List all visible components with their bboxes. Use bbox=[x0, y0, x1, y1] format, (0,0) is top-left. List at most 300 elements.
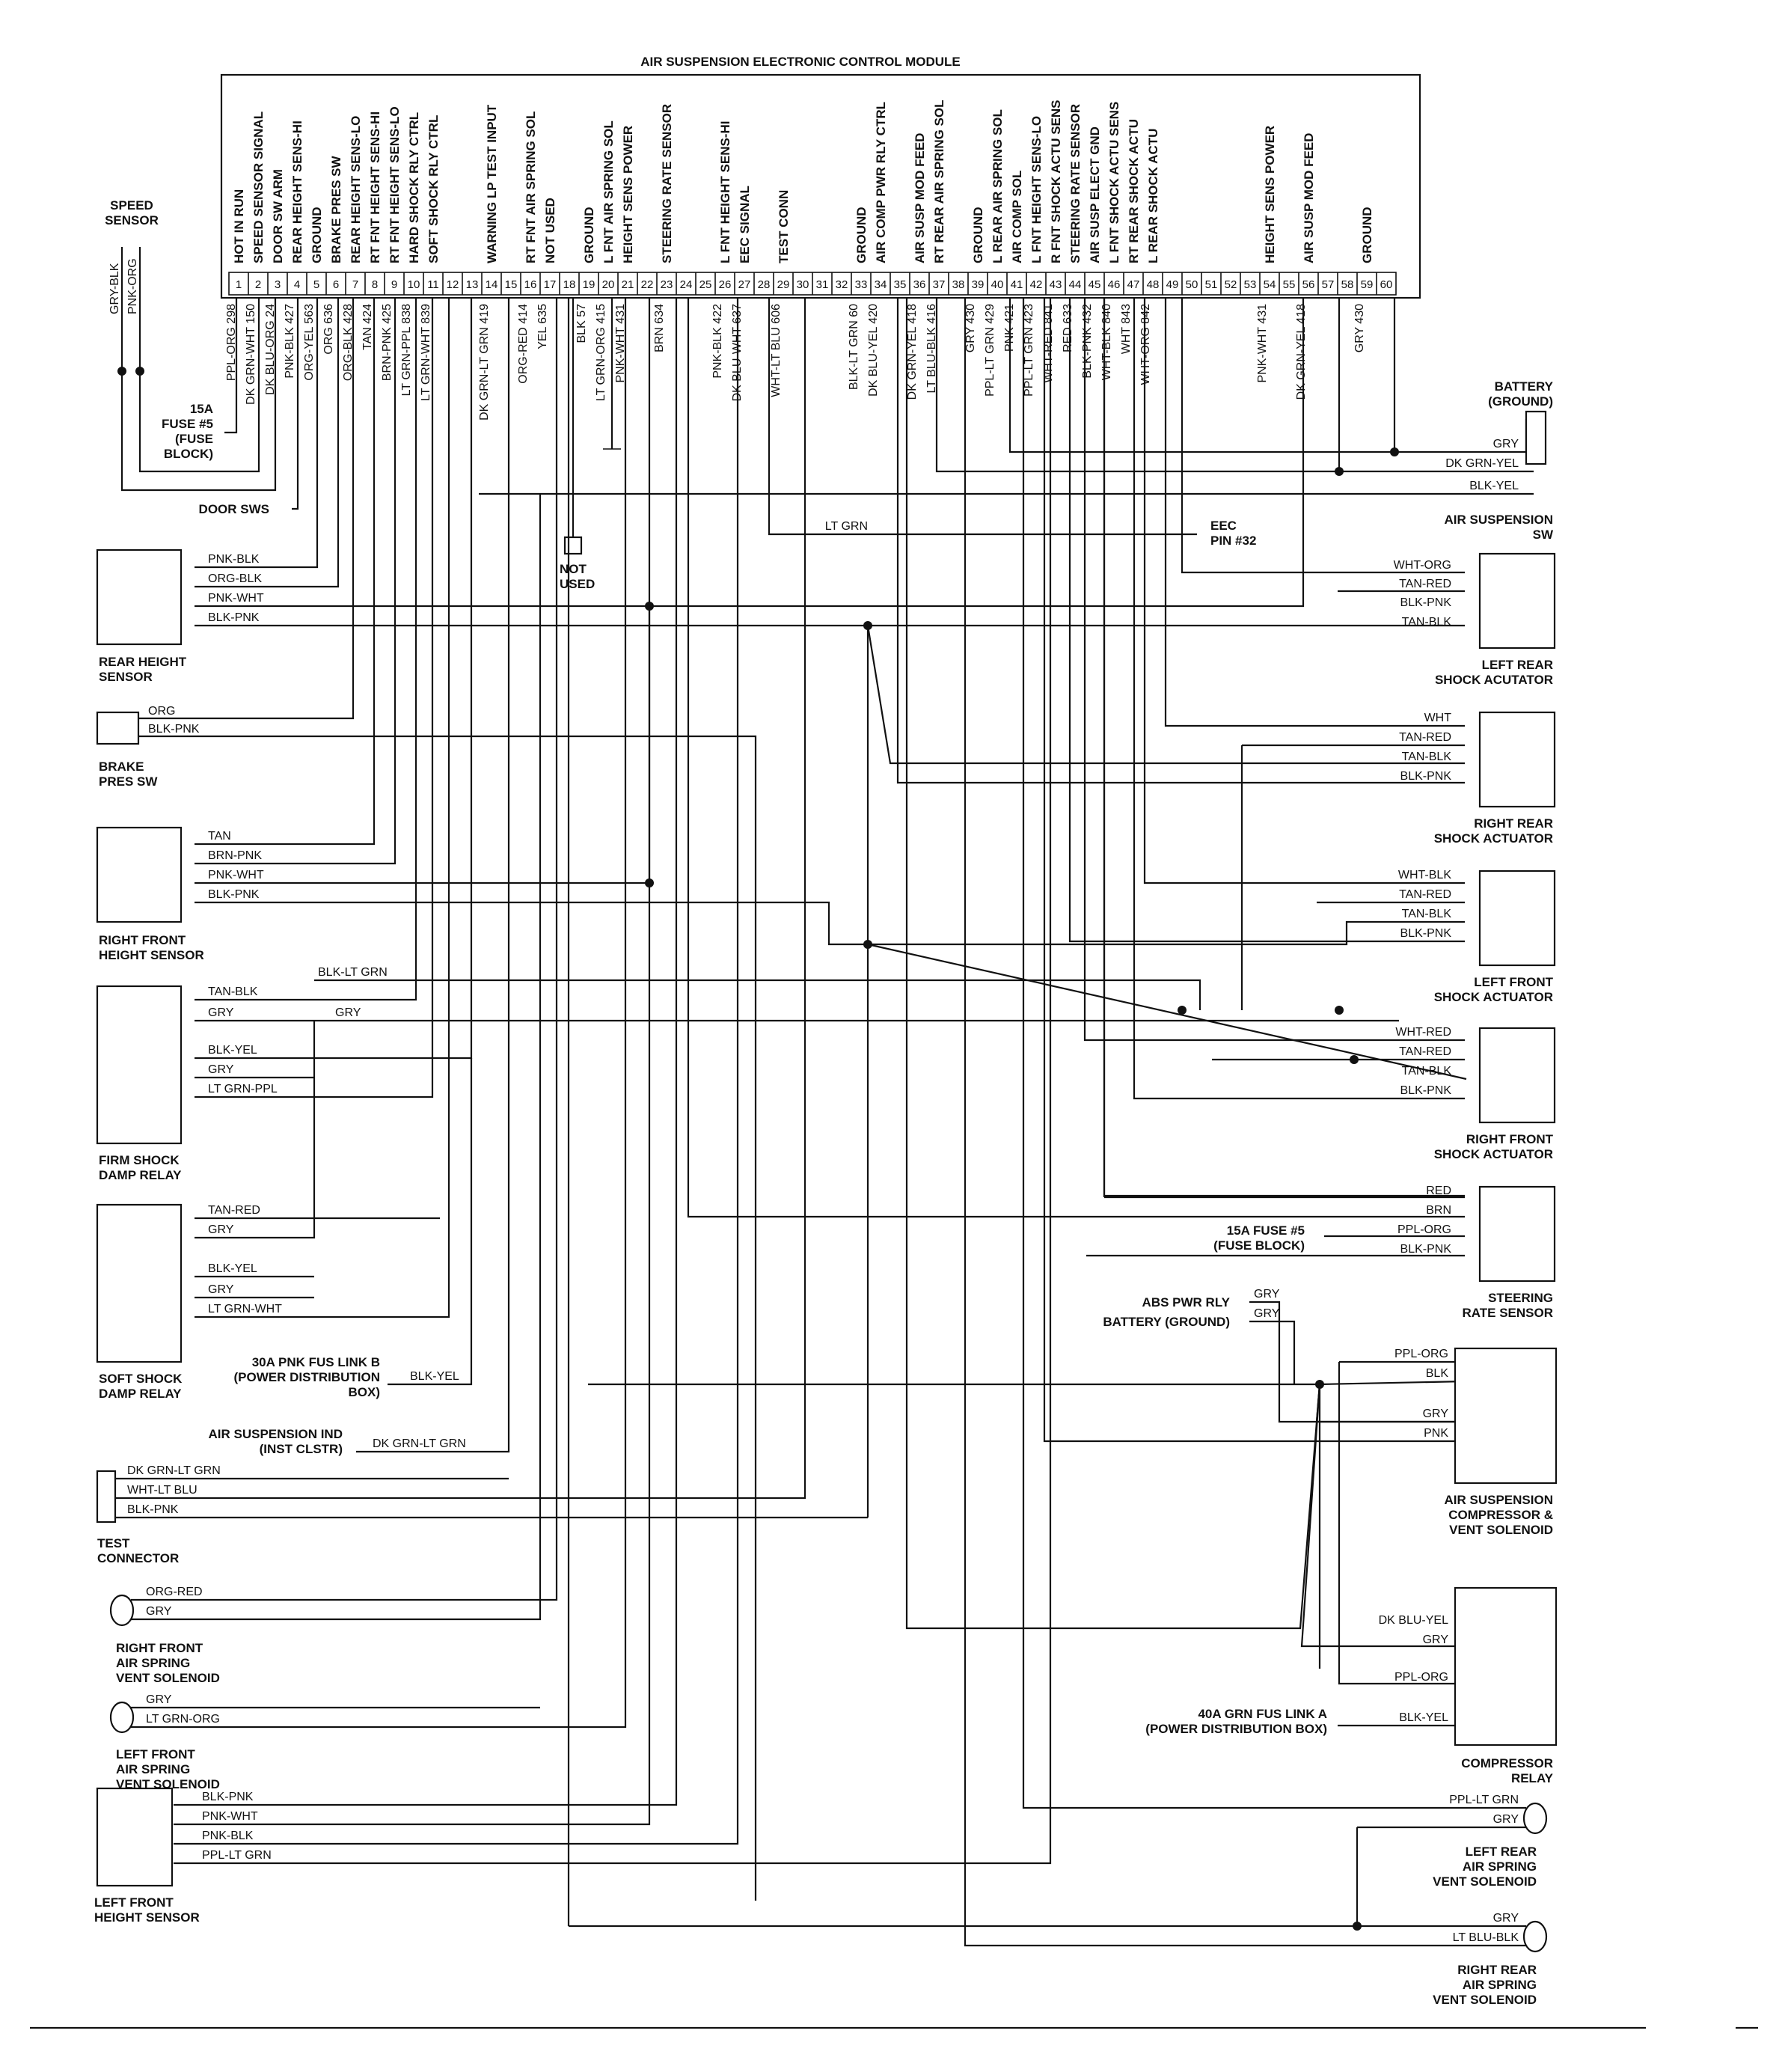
pin-label: GROUND bbox=[310, 207, 324, 263]
pin-number: 29 bbox=[777, 278, 790, 291]
cr-link2: (POWER DISTRIBUTION BOX) bbox=[1145, 1722, 1327, 1736]
pin-number: 4 bbox=[293, 278, 301, 291]
pin-label: RT FNT HEIGHT SENS-HI bbox=[368, 111, 382, 263]
pin-label: STEERING RATE SENSOR bbox=[1068, 103, 1083, 263]
pin-wire-label: PNK-WHT 431 bbox=[614, 304, 627, 383]
lrsp-l2: AIR SPRING bbox=[1462, 1859, 1537, 1874]
pin-number: 48 bbox=[1146, 278, 1160, 291]
pin-number: 37 bbox=[932, 278, 946, 291]
pin-label: HARD SHOCK RLY CTRL bbox=[407, 111, 421, 263]
lf-shock-box bbox=[1480, 871, 1555, 965]
pin-label: DOOR SW ARM bbox=[271, 169, 285, 263]
pin-number: 1 bbox=[235, 278, 242, 291]
pin-wire-label: YEL 635 bbox=[536, 304, 549, 349]
rfs2-w3: TAN-BLK bbox=[1401, 1065, 1451, 1078]
test-w1: DK GRN-LT GRN bbox=[127, 1464, 221, 1477]
pin-label: RT REAR SHOCK ACTU bbox=[1127, 119, 1141, 263]
sw-w2: BLK-YEL bbox=[1469, 480, 1519, 492]
eec-l1: EEC bbox=[1210, 519, 1237, 533]
soft-w4: GRY bbox=[208, 1283, 234, 1296]
firm-l2: DAMP RELAY bbox=[99, 1168, 182, 1182]
fuse5-l3: (FUSE bbox=[175, 432, 213, 446]
steering-sensor-box bbox=[1480, 1187, 1555, 1281]
pin-number: 42 bbox=[1029, 278, 1043, 291]
pin-wire-label: BRN 634 bbox=[653, 304, 666, 352]
pin-number: 23 bbox=[660, 278, 673, 291]
rrsp-l2: AIR SPRING bbox=[1462, 1978, 1537, 1992]
pin-wire-label: TAN 424 bbox=[361, 304, 374, 350]
comp-l3: VENT SOLENOID bbox=[1449, 1523, 1553, 1537]
abs-w1: GRY bbox=[1254, 1288, 1280, 1301]
rfs2-l1: RIGHT FRONT bbox=[1466, 1132, 1553, 1146]
fus-b-l1: 30A PNK FUS LINK B bbox=[251, 1355, 380, 1369]
firm-w3: BLK-YEL bbox=[208, 1044, 257, 1057]
abs-w2: GRY bbox=[1254, 1307, 1280, 1320]
fuse5-l2: FUSE #5 bbox=[162, 417, 213, 431]
pin-label: RT FNT HEIGHT SENS-LO bbox=[388, 106, 402, 263]
test-l2: CONNECTOR bbox=[97, 1551, 180, 1565]
pin-wire-label: DK BLU-ORG 24 bbox=[264, 304, 277, 395]
pin-label: L FNT AIR SPRING SOL bbox=[601, 120, 616, 263]
st-w4: BLK-PNK bbox=[1400, 1243, 1451, 1256]
pin-label: AIR SUSP MOD FEED bbox=[1302, 132, 1316, 263]
rfs-l1: RIGHT FRONT bbox=[116, 1641, 203, 1655]
speed-sensor-label-1: SPEED bbox=[110, 198, 153, 213]
pin-number: 58 bbox=[1341, 278, 1354, 291]
pin-wire-label: BLK-LT GRN 60 bbox=[848, 304, 860, 391]
rfh-w2: BRN-PNK bbox=[208, 849, 263, 862]
lfs2-w2: TAN-RED bbox=[1399, 888, 1451, 901]
rh-w2: ORG-BLK bbox=[208, 572, 263, 585]
rfs2-l2: SHOCK ACTUATOR bbox=[1433, 1147, 1553, 1161]
brake-l2: PRES SW bbox=[99, 774, 158, 789]
air-ind-wire: DK GRN-LT GRN bbox=[373, 1437, 466, 1450]
pin-wire-label: DK GRN-WHT 150 bbox=[245, 304, 257, 405]
lrs-w3: BLK-PNK bbox=[1400, 596, 1451, 609]
pin-number: 30 bbox=[796, 278, 809, 291]
lfh-w2: PNK-WHT bbox=[202, 1810, 258, 1823]
pin-wire-label: WHT-ORG 842 bbox=[1139, 304, 1152, 385]
lrs-l1: LEFT REAR bbox=[1481, 658, 1553, 672]
brake-w1: ORG bbox=[148, 705, 176, 718]
pin-wire-label: ORG 636 bbox=[322, 304, 335, 355]
pin-number: 25 bbox=[699, 278, 712, 291]
test-w3: BLK-PNK bbox=[127, 1503, 179, 1516]
pin-wire-label: DK GRN-YEL 418 bbox=[1295, 304, 1308, 400]
rf-spring-solenoid bbox=[111, 1595, 133, 1625]
pin-wire-label: ORG-RED 414 bbox=[517, 304, 530, 384]
rfs2-w2: TAN-RED bbox=[1399, 1045, 1451, 1058]
pin-label: AIR SUSP ELECT GND bbox=[1088, 126, 1102, 263]
st-w3: PPL-ORG bbox=[1397, 1223, 1451, 1236]
sw-w1: DK GRN-YEL bbox=[1445, 457, 1519, 470]
pin-number: 27 bbox=[738, 278, 751, 291]
fuse5-l1: 15A bbox=[189, 402, 213, 416]
pin-number: 56 bbox=[1302, 278, 1315, 291]
soft-w5: LT GRN-WHT bbox=[208, 1303, 282, 1315]
pin-label: REAR HEIGHT SENS-HI bbox=[290, 120, 304, 263]
pin-label: SPEED SENSOR SIGNAL bbox=[251, 111, 266, 263]
lr-spring-solenoid bbox=[1524, 1803, 1546, 1833]
pin-number: 18 bbox=[563, 278, 576, 291]
pin-wire-label: BRN-PNK 425 bbox=[381, 304, 394, 382]
comp-w4: PNK bbox=[1424, 1427, 1448, 1440]
cr-w1: DK BLU-YEL bbox=[1378, 1614, 1448, 1627]
lrsp-l3: VENT SOLENOID bbox=[1433, 1874, 1537, 1889]
rfh-w3: PNK-WHT bbox=[208, 869, 264, 881]
pin-label: STEERING RATE SENSOR bbox=[660, 103, 674, 263]
pin-row bbox=[229, 272, 1396, 295]
eec-l2: PIN #32 bbox=[1210, 534, 1257, 548]
comp-relay-box bbox=[1455, 1588, 1556, 1745]
test-l1: TEST bbox=[97, 1536, 130, 1550]
rfh-w1: TAN bbox=[208, 830, 231, 843]
pin-number: 6 bbox=[332, 278, 340, 291]
rf-shock-box bbox=[1480, 1028, 1555, 1122]
lfs-l2: AIR SPRING bbox=[116, 1762, 191, 1776]
rr-spring-solenoid bbox=[1524, 1922, 1546, 1952]
pin-number: 40 bbox=[991, 278, 1004, 291]
lf-spring-solenoid bbox=[111, 1702, 133, 1732]
rrsp-l1: RIGHT REAR bbox=[1457, 1963, 1537, 1977]
pin-number: 13 bbox=[465, 278, 479, 291]
pin-number: 21 bbox=[621, 278, 634, 291]
lfs2-w4: BLK-PNK bbox=[1400, 927, 1451, 940]
pin-wire-labels bbox=[225, 304, 1366, 421]
pin-number: 34 bbox=[874, 278, 887, 291]
cr-link1: 40A GRN FUS LINK A bbox=[1198, 1707, 1327, 1721]
pin-label: RT FNT AIR SPRING SOL bbox=[524, 111, 538, 263]
pin-label: AIR COMP PWR RLY CTRL bbox=[874, 102, 888, 263]
pin-wire-label: PPL-LT GRN 429 bbox=[984, 304, 996, 397]
lfh-w1: BLK-PNK bbox=[202, 1791, 254, 1803]
rear-height-l1: REAR HEIGHT bbox=[99, 655, 187, 669]
brake-w2: BLK-PNK bbox=[148, 723, 200, 736]
pin-label: L FNT SHOCK ACTU SENS bbox=[1107, 101, 1121, 263]
rear-height-sensor-box bbox=[97, 550, 181, 644]
fuse5-l4: BLOCK) bbox=[163, 447, 213, 461]
st-fuse2: (FUSE BLOCK) bbox=[1213, 1238, 1305, 1253]
pin-number: 15 bbox=[504, 278, 518, 291]
air-ind-l2: (INST CLSTR) bbox=[259, 1442, 343, 1456]
pin-label: TEST CONN bbox=[777, 189, 791, 263]
pin-label: AIR COMP SOL bbox=[1010, 170, 1024, 263]
pin-wire-label: LT BLU-BLK 416 bbox=[925, 304, 938, 394]
abs-l1: ABS PWR RLY bbox=[1142, 1295, 1230, 1309]
pin-number: 24 bbox=[679, 278, 693, 291]
pin-number: 46 bbox=[1107, 278, 1121, 291]
rh-w1: PNK-BLK bbox=[208, 553, 260, 566]
pin-number: 50 bbox=[1185, 278, 1198, 291]
rrsp-w2: LT BLU-BLK bbox=[1452, 1931, 1519, 1944]
pin-number: 44 bbox=[1068, 278, 1082, 291]
rrsp-w1: GRY bbox=[1492, 1912, 1519, 1925]
rrs-w2: TAN-RED bbox=[1399, 731, 1451, 744]
lfs-w1: GRY bbox=[146, 1693, 172, 1706]
pin-number: 36 bbox=[913, 278, 926, 291]
fus-b-wire: BLK-YEL bbox=[410, 1370, 459, 1383]
lrs-w2: TAN-RED bbox=[1399, 578, 1451, 590]
pin-label: R FNT SHOCK ACTU SENS bbox=[1049, 100, 1063, 263]
soft-l1: SOFT SHOCK bbox=[99, 1372, 183, 1386]
pin-wire-label: DK GRN-YEL 418 bbox=[906, 304, 919, 400]
pin-label: NOT USED bbox=[543, 198, 557, 263]
pin-wire-label: WHT-RED 841 bbox=[1042, 304, 1055, 383]
comp-w1: PPL-ORG bbox=[1394, 1348, 1448, 1360]
pin-wire-label: ORG-BLK 428 bbox=[342, 304, 355, 382]
lfh-l2: HEIGHT SENSOR bbox=[94, 1910, 200, 1925]
pin-wire-label: PPL-ORG 298 bbox=[225, 304, 238, 382]
bus-gry: GRY bbox=[335, 1006, 361, 1019]
pin-number: 39 bbox=[971, 278, 985, 291]
right-labels bbox=[825, 379, 1554, 2007]
comp-l1: AIR SUSPENSION bbox=[1444, 1493, 1553, 1507]
test-w2: WHT-LT BLU bbox=[127, 1484, 198, 1497]
pin-label: L FNT HEIGHT SENS-LO bbox=[1029, 115, 1044, 263]
brake-switch-box bbox=[97, 712, 138, 744]
rfs2-w1: WHT-RED bbox=[1395, 1026, 1451, 1039]
eec-wire: LT GRN bbox=[824, 520, 868, 533]
st-l1: STEERING bbox=[1488, 1291, 1553, 1305]
battery-l1: BATTERY bbox=[1494, 379, 1553, 394]
st-w1: RED bbox=[1426, 1185, 1451, 1197]
st-w2: BRN bbox=[1426, 1204, 1451, 1217]
pin-wire-label: DK BLU-YEL 420 bbox=[867, 304, 880, 397]
rf-height-sensor-box bbox=[97, 828, 181, 922]
rh-w4: BLK-PNK bbox=[208, 611, 260, 624]
pin-number: 60 bbox=[1380, 278, 1393, 291]
firm-w1: TAN-BLK bbox=[208, 985, 258, 998]
pin-label: GROUND bbox=[1360, 207, 1374, 263]
pin-wire-label: LT GRN-PPL 838 bbox=[400, 304, 413, 397]
pin-number: 3 bbox=[274, 278, 281, 291]
pin-number: 5 bbox=[313, 278, 320, 291]
soft-w3: BLK-YEL bbox=[208, 1262, 257, 1275]
pin-wire-label: BLK-PNK 432 bbox=[1081, 304, 1094, 379]
pin-number: 16 bbox=[524, 278, 537, 291]
comp-l2: COMPRESSOR & bbox=[1448, 1508, 1553, 1522]
pin-number: 49 bbox=[1166, 278, 1179, 291]
soft-relay-box bbox=[97, 1205, 181, 1362]
pin-number: 59 bbox=[1360, 278, 1374, 291]
air-sw-l2: SW bbox=[1532, 528, 1553, 542]
pin-number: 33 bbox=[854, 278, 868, 291]
pin-label: HOT IN RUN bbox=[232, 189, 246, 263]
lrs-l2: SHOCK ACUTATOR bbox=[1434, 673, 1553, 687]
pin-label: GROUND bbox=[582, 207, 596, 263]
pin-number: 47 bbox=[1127, 278, 1140, 291]
lrsp-w1: PPL-LT GRN bbox=[1449, 1794, 1519, 1806]
pin-number: 57 bbox=[1321, 278, 1335, 291]
pin-number: 20 bbox=[601, 278, 615, 291]
pin-number: 10 bbox=[407, 278, 420, 291]
pin-number: 31 bbox=[815, 278, 829, 291]
lrsp-l1: LEFT REAR bbox=[1465, 1845, 1537, 1859]
rrs-w4: BLK-PNK bbox=[1400, 770, 1451, 783]
pin-label: GROUND bbox=[971, 207, 985, 263]
pin-number: 38 bbox=[952, 278, 965, 291]
pin-number: 12 bbox=[446, 278, 459, 291]
bus-blk-lt-grn: BLK-LT GRN bbox=[318, 966, 388, 979]
rfs2-w4: BLK-PNK bbox=[1400, 1084, 1451, 1097]
cr-w3: PPL-ORG bbox=[1394, 1671, 1448, 1684]
lfs2-w3: TAN-BLK bbox=[1401, 908, 1451, 920]
st-l2: RATE SENSOR bbox=[1462, 1306, 1553, 1320]
wire-gry-blk: GRY-BLK bbox=[108, 263, 121, 314]
rrsp-l3: VENT SOLENOID bbox=[1433, 1993, 1537, 2007]
firm-w4: GRY bbox=[208, 1063, 234, 1076]
pin-number: 22 bbox=[640, 278, 654, 291]
pin-wire-label: PNK-BLK 422 bbox=[711, 304, 724, 379]
pin-number: 51 bbox=[1204, 278, 1218, 291]
pin-number: 28 bbox=[757, 278, 771, 291]
pin-number: 55 bbox=[1282, 278, 1296, 291]
firm-w5: LT GRN-PPL bbox=[208, 1083, 278, 1095]
pin-number: 19 bbox=[582, 278, 595, 291]
pin-label: RT REAR AIR SPRING SOL bbox=[932, 100, 946, 263]
pin-label: HEIGHT SENS POWER bbox=[1263, 125, 1277, 263]
pin-wire-label: ORG-YEL 563 bbox=[303, 304, 316, 381]
lfs2-w1: WHT-BLK bbox=[1397, 869, 1451, 881]
lfs-l1: LEFT FRONT bbox=[116, 1747, 195, 1761]
pin-number: 53 bbox=[1243, 278, 1257, 291]
comp-w2: BLK bbox=[1425, 1367, 1448, 1380]
pin-number: 41 bbox=[1010, 278, 1023, 291]
wire-pnk-org: PNK-ORG bbox=[126, 258, 139, 314]
pin-wire-label: PPL-LT GRN 423 bbox=[1023, 304, 1035, 397]
firm-relay-box bbox=[97, 986, 181, 1143]
pin-wire-label: PNK-BLK 427 bbox=[284, 304, 296, 379]
pin-number: 2 bbox=[254, 278, 262, 291]
pin-number: 54 bbox=[1263, 278, 1276, 291]
pin-wire-label: RED 633 bbox=[1062, 304, 1074, 352]
pin-number: 11 bbox=[427, 278, 439, 291]
not-used-l2: USED bbox=[560, 577, 595, 591]
pin-wire-label: PNK 421 bbox=[1003, 304, 1016, 352]
cr-l1: COMPRESSOR bbox=[1461, 1756, 1553, 1770]
brake-l1: BRAKE bbox=[99, 760, 144, 774]
pin-wire-label: GRY 430 bbox=[1353, 304, 1366, 353]
lfh-l1: LEFT FRONT bbox=[94, 1895, 174, 1910]
soft-w1: TAN-RED bbox=[208, 1204, 260, 1217]
cr-w2: GRY bbox=[1422, 1634, 1448, 1646]
pin-label: L REAR AIR SPRING SOL bbox=[991, 109, 1005, 263]
fus-b-l3: BOX) bbox=[348, 1385, 380, 1399]
cr-l2: RELAY bbox=[1510, 1771, 1553, 1785]
components bbox=[97, 412, 1556, 1952]
rear-height-l2: SENSOR bbox=[99, 670, 153, 684]
air-susp-switch-box bbox=[1526, 412, 1546, 464]
pin-label: HEIGHT SENS POWER bbox=[621, 125, 635, 263]
pin-number: 35 bbox=[893, 278, 907, 291]
pin-number: 9 bbox=[391, 278, 398, 291]
pin-number: 8 bbox=[371, 278, 379, 291]
battery-wire: GRY bbox=[1492, 438, 1519, 450]
lfh-w3: PNK-BLK bbox=[202, 1830, 254, 1842]
pin-wire-label: PNK-WHT 431 bbox=[1256, 304, 1269, 383]
pin-label: EEC SIGNAL bbox=[738, 186, 752, 263]
cr-w4: BLK-YEL bbox=[1399, 1711, 1448, 1724]
pin-label: GROUND bbox=[854, 207, 869, 263]
pin-number: 14 bbox=[485, 278, 498, 291]
st-fuse1: 15A FUSE #5 bbox=[1226, 1223, 1305, 1238]
module-title: AIR SUSPENSION ELECTRONIC CONTROL MODULE bbox=[640, 55, 961, 69]
pin-number: 32 bbox=[835, 278, 848, 291]
fus-b-l2: (POWER DISTRIBUTION bbox=[233, 1370, 380, 1384]
lfh-w4: PPL-LT GRN bbox=[202, 1849, 272, 1862]
rrs-w1: WHT bbox=[1424, 712, 1451, 724]
lrsp-w2: GRY bbox=[1492, 1813, 1519, 1826]
lfs2-l2: SHOCK ACTUATOR bbox=[1433, 990, 1553, 1004]
pin-label: AIR SUSP MOD FEED bbox=[913, 132, 927, 263]
pin-label: L FNT HEIGHT SENS-HI bbox=[718, 120, 732, 263]
pin-number: 52 bbox=[1224, 278, 1237, 291]
air-ind-l1: AIR SUSPENSION IND bbox=[208, 1427, 343, 1441]
lfs-l3: VENT SOLENOID bbox=[116, 1777, 220, 1791]
lr-shock-box bbox=[1480, 554, 1555, 648]
pin-wire-label: LT GRN-WHT 839 bbox=[420, 304, 432, 401]
pin-wire-label: WHT-BLK 840 bbox=[1100, 304, 1113, 381]
rf-height-l1: RIGHT FRONT bbox=[99, 933, 186, 947]
pin-label: SOFT SHOCK RLY CTRL bbox=[426, 114, 441, 263]
pin-label: WARNING LP TEST INPUT bbox=[485, 104, 499, 263]
pin-wire-label: DK BLU-WHT 637 bbox=[731, 304, 744, 402]
pin-label: REAR HEIGHT SENS-LO bbox=[349, 115, 363, 263]
firm-l1: FIRM SHOCK bbox=[99, 1153, 180, 1167]
pin-wire-label: DK GRN-LT GRN 419 bbox=[478, 304, 491, 421]
rh-w3: PNK-WHT bbox=[208, 592, 264, 605]
pin-label: BRAKE PRES SW bbox=[329, 156, 343, 263]
rr-shock-box bbox=[1480, 712, 1555, 807]
lrs-w4: TAN-BLK bbox=[1401, 616, 1451, 629]
pin-wire-label: WHT 843 bbox=[1120, 304, 1133, 355]
pin-wire-label: LT GRN-ORG 415 bbox=[595, 304, 607, 402]
pin-number: 26 bbox=[718, 278, 732, 291]
lrs-w1: WHT-ORG bbox=[1393, 559, 1451, 572]
pin-number: 43 bbox=[1049, 278, 1062, 291]
not-used-l1: NOT bbox=[560, 562, 587, 576]
rfs-w2: GRY bbox=[146, 1605, 172, 1618]
air-sw-l1: AIR SUSPENSION bbox=[1444, 513, 1553, 527]
test-connector-box bbox=[97, 1471, 115, 1522]
comp-w3: GRY bbox=[1422, 1408, 1448, 1420]
soft-l2: DAMP RELAY bbox=[99, 1387, 182, 1401]
soft-w2: GRY bbox=[208, 1223, 234, 1236]
rf-height-l2: HEIGHT SENSOR bbox=[99, 948, 204, 962]
rrs-l1: RIGHT REAR bbox=[1474, 816, 1553, 831]
lfs2-l1: LEFT FRONT bbox=[1474, 975, 1553, 989]
abs-l2: BATTERY (GROUND) bbox=[1103, 1315, 1230, 1329]
pin-wire-label: GRY 430 bbox=[964, 304, 977, 353]
pin-number: 7 bbox=[352, 278, 359, 291]
pin-label: L REAR SHOCK ACTU bbox=[1146, 128, 1160, 263]
speed-sensor-label-2: SENSOR bbox=[105, 213, 159, 227]
lfs-w2: LT GRN-ORG bbox=[146, 1713, 220, 1726]
rfs-l3: VENT SOLENOID bbox=[116, 1671, 220, 1685]
rrs-l2: SHOCK ACTUATOR bbox=[1433, 831, 1553, 846]
wires bbox=[112, 247, 1534, 1946]
door-sws-label: DOOR SWS bbox=[198, 502, 269, 516]
pin-wire-label: WHT-LT BLU 606 bbox=[770, 304, 783, 397]
firm-w2: GRY bbox=[208, 1006, 234, 1019]
rfs-w1: ORG-RED bbox=[146, 1586, 203, 1598]
rfs-l2: AIR SPRING bbox=[116, 1656, 191, 1670]
battery-l2: (GROUND) bbox=[1488, 394, 1553, 409]
rrs-w3: TAN-BLK bbox=[1401, 751, 1451, 763]
pin-number: 17 bbox=[543, 278, 557, 291]
rfh-w4: BLK-PNK bbox=[208, 888, 260, 901]
pin-wire-label: BLK 57 bbox=[575, 304, 588, 343]
